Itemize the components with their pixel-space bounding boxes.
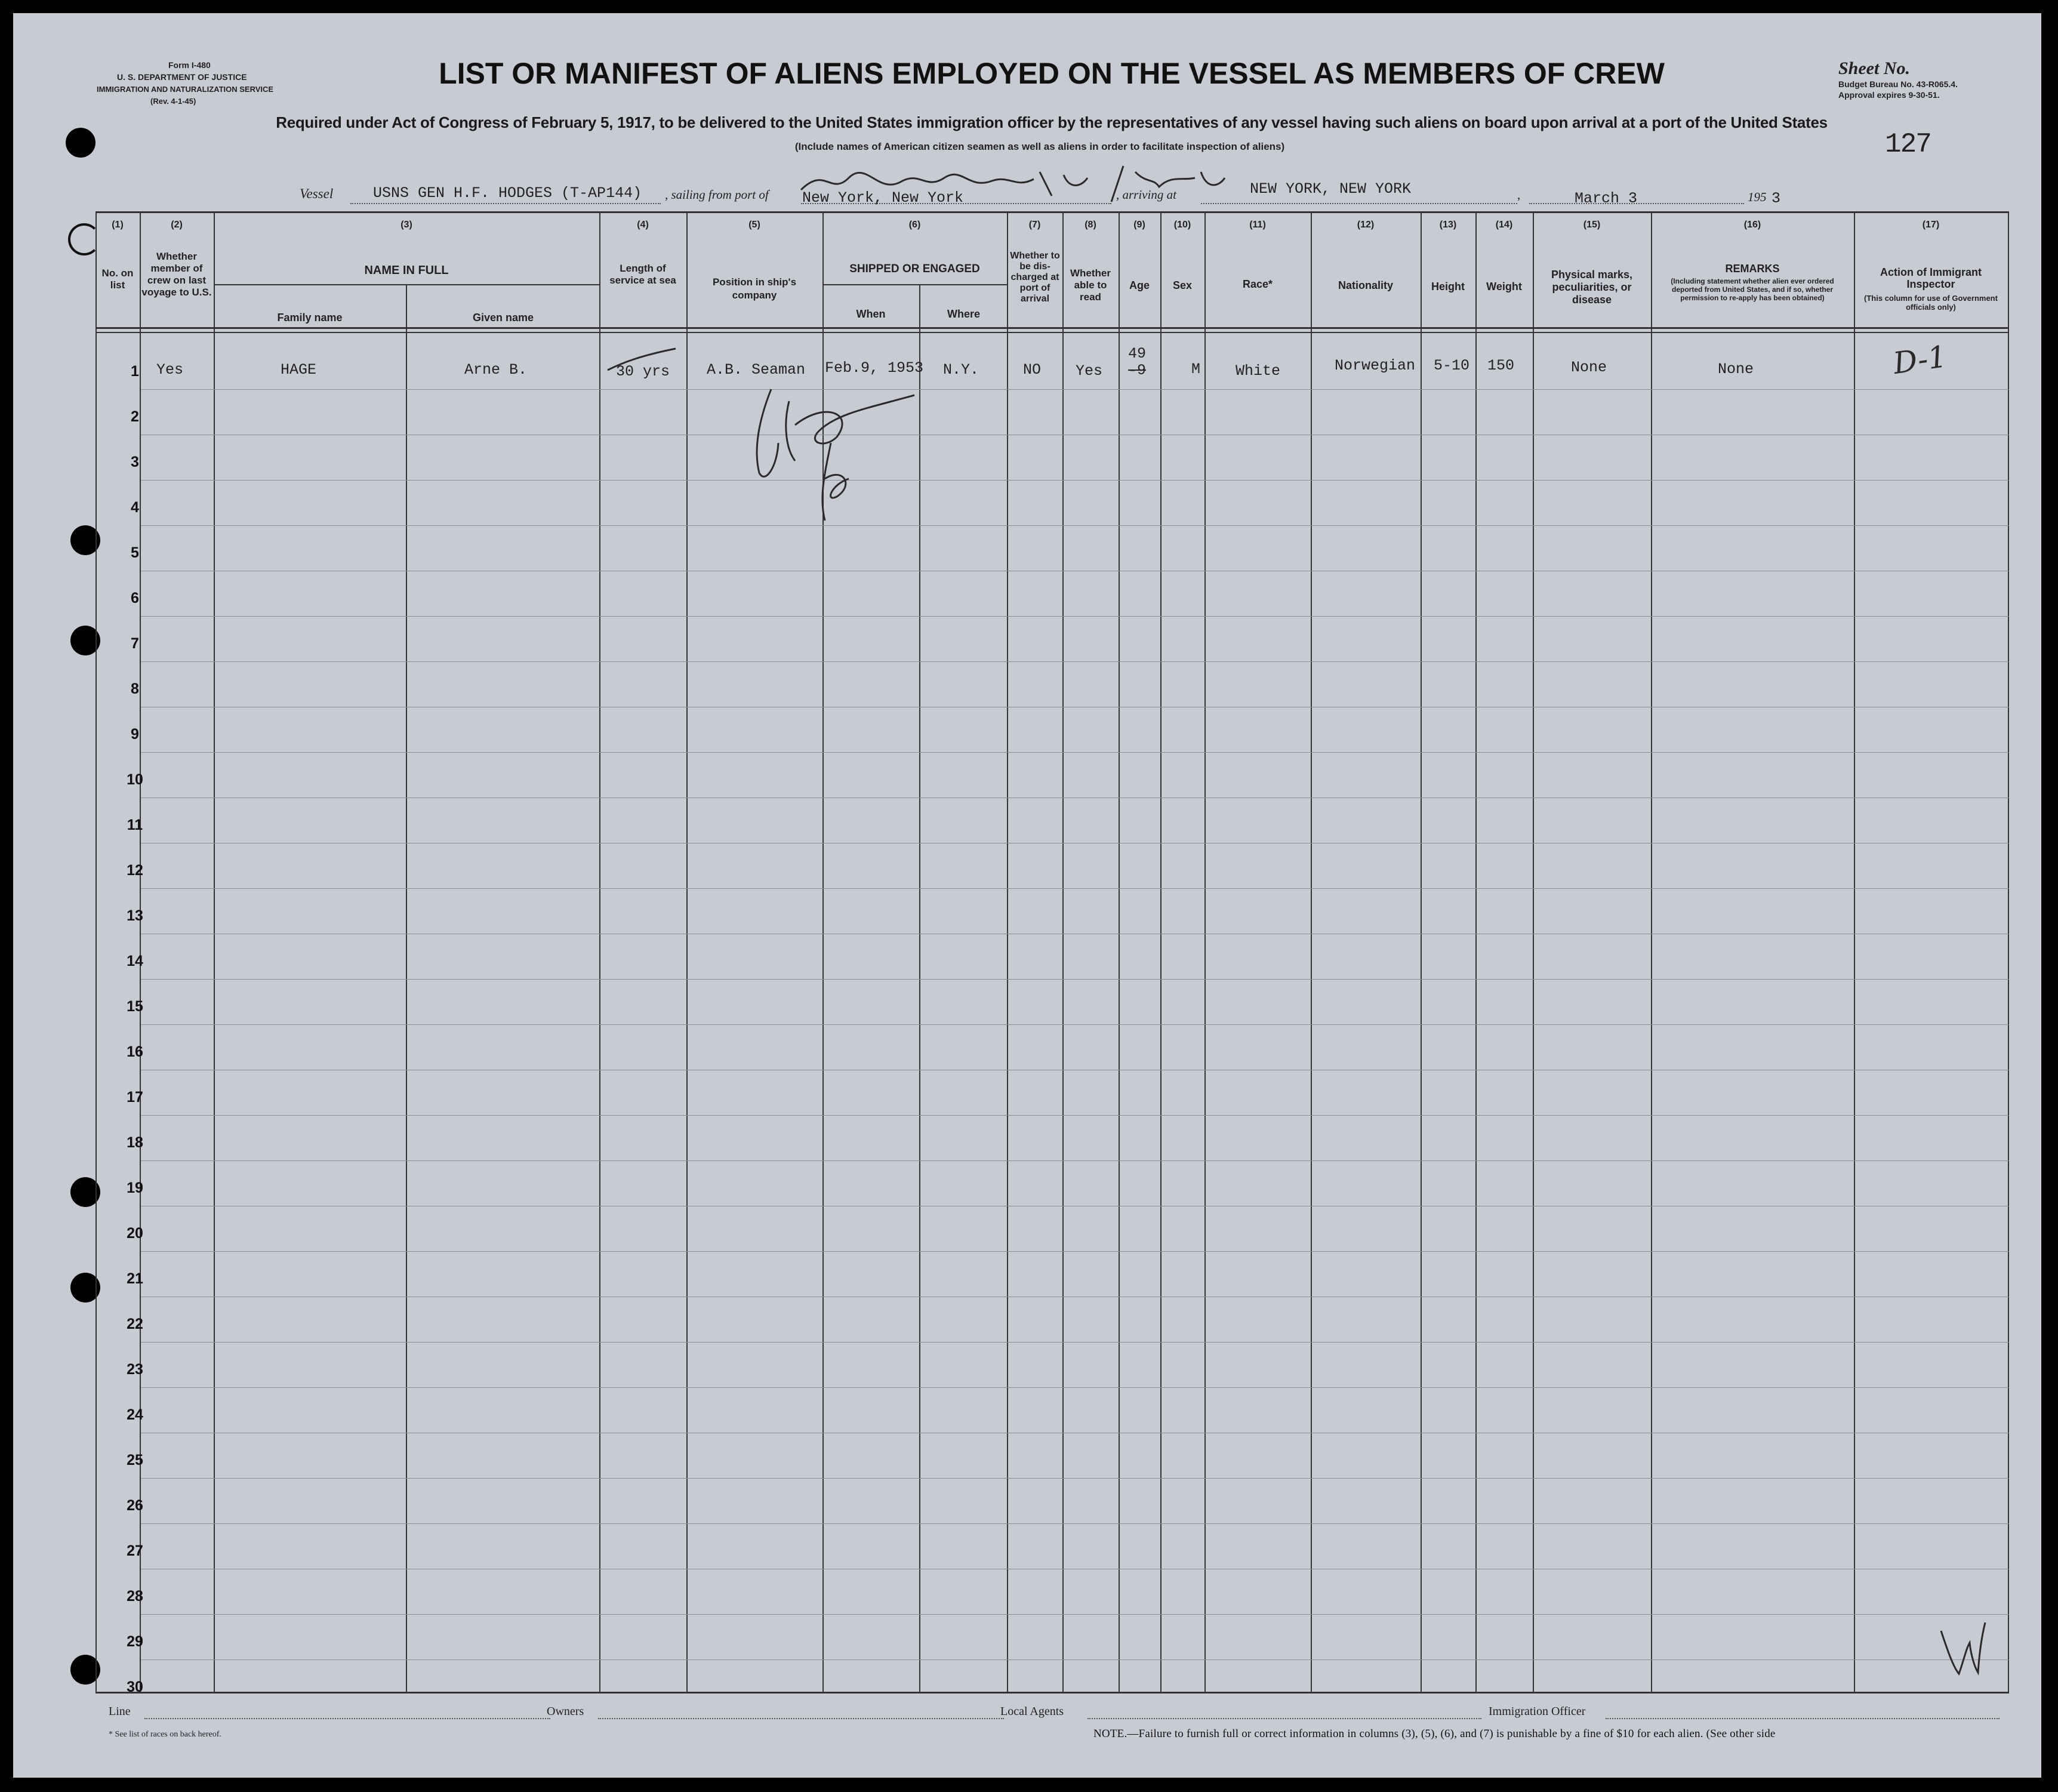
page-title: LIST OR MANIFEST OF ALIENS EMPLOYED ON THE VESSEL AS MEMBERS OF CREW — [439, 57, 1665, 90]
row-number: 13 — [127, 907, 143, 924]
row-rule — [141, 525, 2009, 526]
col-inspector-note: (This column for use of Government officials only) — [1864, 294, 1998, 312]
row-number: 3 — [131, 454, 139, 470]
footer-owners-label: Owners — [547, 1705, 584, 1718]
row-number: 27 — [127, 1542, 143, 1559]
footer-officer-label: Immigration Officer — [1489, 1705, 1586, 1718]
row-number: 30 — [127, 1679, 143, 1695]
cell-position: A.B. Seaman — [707, 361, 806, 378]
row-rule — [141, 1523, 2009, 1524]
cell-when: Feb.9, 1953 — [825, 359, 924, 377]
budget-bureau: Budget Bureau No. 43-R065.4. — [1838, 79, 1958, 89]
subtitle: Required under Act of Congress of February 5, 1917, to be delivered to the United States immigration officer by the representatives of any vessel having such aliens on board upon arrival at a port of the United States — [276, 113, 1828, 131]
col-race: Race* — [1242, 278, 1273, 290]
row-number: 8 — [131, 681, 139, 697]
cell-sex: M — [1191, 361, 1201, 378]
cell-inspector-action: D-1 — [1891, 339, 1949, 381]
row-rule — [141, 1160, 2009, 1161]
col-given-name: Given name — [472, 312, 534, 324]
footer-line-label: Line — [109, 1705, 131, 1718]
col-inspector-action: Action of Immigrant Inspector — [1880, 266, 1982, 290]
cell-family-name: HAGE — [281, 361, 317, 378]
row-number: 25 — [127, 1452, 143, 1468]
row-rule — [141, 1251, 2009, 1252]
footer-agents-label: Local Agents — [1000, 1705, 1064, 1718]
row-rule — [141, 752, 2009, 753]
arriving-label: , arriving at — [1116, 187, 1176, 202]
row-number: 10 — [127, 771, 143, 788]
row-number: 12 — [127, 862, 143, 879]
signature — [735, 377, 938, 532]
cell-height: 5-10 — [1434, 357, 1470, 374]
year-suffix: 3 — [1772, 190, 1781, 207]
header-bottom-border — [95, 327, 2009, 329]
col-no-on-list: No. on list — [101, 267, 134, 291]
vessel-label: Vessel — [300, 186, 334, 201]
col-age: Age — [1129, 279, 1150, 291]
col-nationality: Nationality — [1338, 279, 1393, 291]
name-subheader-rule — [214, 284, 599, 285]
row-rule — [141, 616, 2009, 617]
row-number: 26 — [127, 1497, 143, 1514]
row-rule — [141, 480, 2009, 481]
col-length-service: Length of service at sea — [609, 263, 676, 286]
row-number: 14 — [127, 953, 143, 969]
cell-service: 30 yrs — [616, 363, 670, 380]
arrival-date: March 3 — [1575, 190, 1638, 207]
row-number: 22 — [127, 1316, 143, 1332]
shipped-subheader-rule — [822, 284, 1007, 285]
cell-weight: 150 — [1487, 357, 1515, 374]
row-rule — [141, 888, 2009, 889]
row-number: 17 — [127, 1089, 143, 1106]
row-number: 19 — [127, 1180, 143, 1196]
sheet-number: 127 — [1885, 129, 1931, 160]
form-number: Form I-480 — [168, 60, 211, 70]
row-number: 4 — [131, 499, 139, 516]
cell-discharged: NO — [1023, 361, 1042, 378]
sailing-label: , sailing from port of — [665, 187, 769, 202]
col-where: Where — [947, 308, 980, 320]
department: U. S. DEPARTMENT OF JUSTICE — [117, 72, 247, 82]
table-bottom-border — [95, 1692, 2009, 1694]
cell-nationality: Norwegian — [1335, 357, 1416, 374]
service-name: IMMIGRATION AND NATURALIZATION SERVICE — [97, 85, 274, 94]
row-rule — [141, 1659, 2009, 1660]
cell-remarks: None — [1718, 361, 1754, 378]
handwritten-correction — [789, 154, 1243, 220]
col-when: When — [856, 308, 886, 320]
col-remarks: REMARKS — [1725, 263, 1780, 275]
row-number: 24 — [127, 1406, 143, 1423]
penalty-note: NOTE.—Failure to furnish full or correct information in columns (3), (5), (6), and (7) is punishable by a fine of $10 for each alien. (See other side — [1093, 1728, 1776, 1740]
arriving-dotline — [1201, 203, 1517, 204]
row-number: 18 — [127, 1134, 143, 1151]
punch-hole — [66, 128, 95, 158]
row-number: 7 — [131, 635, 139, 652]
sheet-label: Sheet No. — [1838, 58, 1910, 78]
row-number: 16 — [127, 1043, 143, 1060]
col-sex: Sex — [1172, 279, 1193, 291]
row-number: 11 — [127, 817, 143, 833]
races-note: * See list of races on back hereof. — [109, 1730, 221, 1739]
row-rule — [141, 661, 2009, 662]
col-discharged: Whether to be dis- charged at port of arrival — [1010, 251, 1060, 304]
sailing-port: New York, New York — [802, 189, 964, 207]
cell-where: N.Y. — [943, 361, 979, 378]
col-weight: Weight — [1486, 281, 1522, 292]
row-rule — [141, 979, 2009, 980]
arriving-port: NEW YORK, NEW YORK — [1250, 180, 1412, 198]
row-number: 9 — [131, 726, 139, 743]
row-number: 20 — [127, 1225, 143, 1242]
col-name-in-full: NAME IN FULL — [364, 264, 449, 277]
subnote: (Include names of American citizen seamen as well as aliens in order to facilitate inspection of aliens) — [794, 141, 1285, 152]
table-right-border — [2008, 211, 2009, 1693]
row-rule — [141, 1342, 2009, 1343]
row-rule — [141, 1387, 2009, 1388]
col-position: Position in ship's company — [712, 276, 797, 301]
handwritten-mark — [1935, 1619, 1989, 1679]
row-rule — [141, 389, 2009, 390]
vessel-name: USNS GEN H.F. HODGES (T-AP144) — [373, 184, 642, 202]
col-physical-marks: Physical marks, peculiarities, or disease — [1551, 269, 1633, 306]
col-able-to-read: Whether able to read — [1070, 267, 1111, 303]
cell-last-voyage: Yes — [156, 361, 184, 378]
row-number: 23 — [127, 1361, 143, 1378]
cell-age-struck: -9 — [1128, 362, 1147, 379]
manifest-sheet: Form I-480 U. S. DEPARTMENT OF JUSTICE IMMIGRATION AND NATURALIZATION SERVICE (Rev. 4-1-45) LIST OR MANIFEST OF ALIENS EMPLOYED ON THE VESSEL AS MEMBERS OF CREW Required under Act of Congress of February 5, 1917, to be delivered to the United States immigration officer by the representatives of any vessel having such aliens on board upon arrival at a port of the United States (Include names of American citizen seamen as well as aliens in order to facilitate inspection of aliens) Sheet No. Budget Bureau No. 43-R065.4. Approval expires 9-30-51. 127 Vessel USNS GEN H.F. HODGES (T-AP144) , sailing from port of New York, New York , arriving at NEW YORK, NEW YORK , March 3 195 3 (1) (2) (3) (4) (5) (6) (7) (8) (9) (10) (11) (12) (13) (14) (15) (16) (17) No. on list Whether member of crew on last voyage to U.S. NAME IN FULL Family name Given name Length of service at sea Position in ship's company SHIPPED OR ENGAGED When Where Whether to be dis- charged at port of arrival Whether able to read Age Sex Race* Nationality Height Weight Physical marks, peculiarities, or disease REMARKS (Including statement whether alien ever ordered deported from United States, and if so, whether permission to re-apply has been obtained) Action of Immigrant Inspector (This column for use of Government officials only) 1 2 3 4 5 6 7 8 9 10 11 12 13 14 15 16 17 18 19 20 21 22 23 24 25 26 27 28 29 30 Yes HAGE Arne B. 30 yrs A.B. Seaman Feb.9, 1953 N.Y. NO Yes 49 -9 M White Norwegian 5-10 150 None None D-1 Line Owners Local Agents Immigration Officer * See list of races on back hereof. NOTE.—Failure to furnish full or correct information in columns (3), (5), (6), and (7) is punishable by a fine of $10 for each alien. (See other side — [13, 13, 2041, 1778]
row-number: 1 — [131, 363, 139, 380]
cell-age: 49 — [1128, 345, 1147, 362]
cell-race: White — [1236, 362, 1281, 380]
col-last-voyage: Whether member of crew on last voyage to U.S. — [141, 251, 212, 298]
form-edition: (Rev. 4-1-45) — [150, 97, 196, 106]
row-rule — [141, 1024, 2009, 1025]
col-family-name: Family name — [277, 312, 343, 324]
col-height: Height — [1431, 281, 1465, 292]
row-rule — [141, 1478, 2009, 1479]
table-top-border — [95, 211, 2009, 213]
cell-given-name: Arne B. — [464, 361, 528, 378]
row-rule — [141, 1115, 2009, 1116]
year-prefix: 195 — [1748, 190, 1767, 204]
col-remarks-note: (Including statement whether alien ever ordered deported from United States, and if so, whether permission to re-apply has been obtained) — [1671, 277, 1834, 302]
cell-marks: None — [1571, 359, 1607, 376]
header-bottom-border-2 — [95, 332, 2009, 333]
row-number: 5 — [131, 544, 139, 561]
row-number: 21 — [127, 1270, 143, 1287]
table-left-border — [95, 211, 97, 1693]
row-number: 28 — [127, 1588, 143, 1605]
vessel-dotline — [350, 203, 661, 204]
row-number: 29 — [127, 1633, 143, 1650]
row-rule — [141, 1614, 2009, 1615]
col-shipped-engaged: SHIPPED OR ENGAGED — [849, 263, 980, 275]
approval-expires: Approval expires 9-30-51. — [1838, 90, 1940, 100]
row-number: 2 — [131, 408, 139, 425]
check-mark — [604, 345, 688, 375]
row-number: 15 — [127, 998, 143, 1015]
cell-read: Yes — [1076, 362, 1103, 380]
row-number: 6 — [131, 590, 139, 606]
